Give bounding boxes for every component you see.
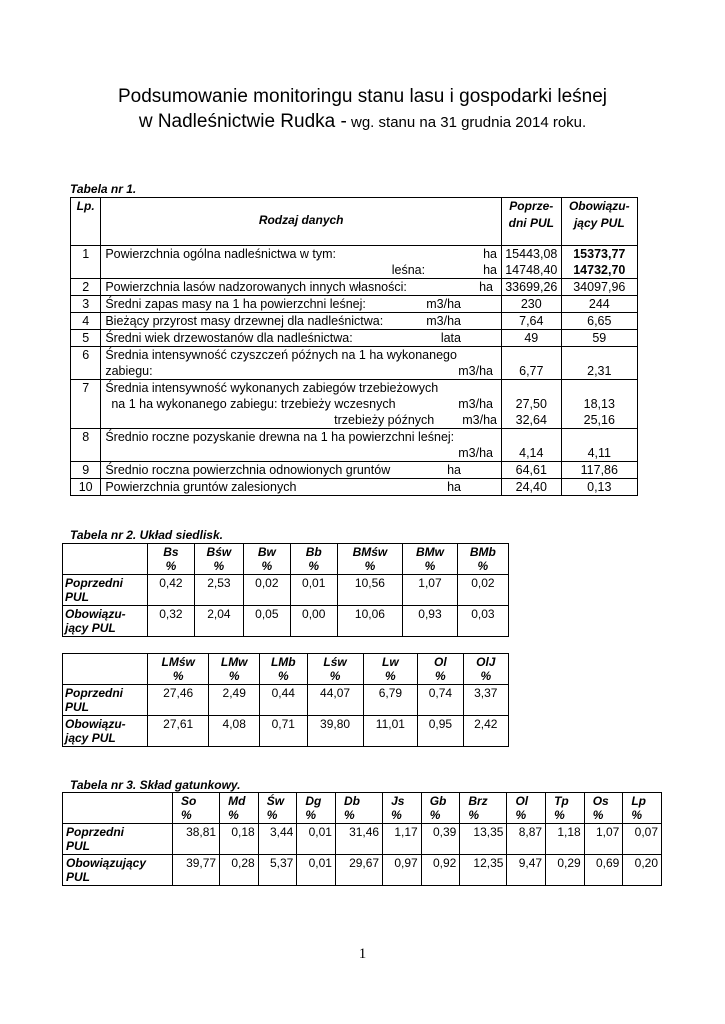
header-label: Lw <box>382 655 399 669</box>
header-label: BMw <box>415 545 444 559</box>
row-line <box>105 445 497 461</box>
table-row <box>71 479 638 496</box>
header-poprzedni <box>501 198 561 246</box>
table-cell: 8,87 <box>507 824 546 855</box>
row-text: Powierzchnia ogólna nadleśnictwa w tym: <box>105 247 336 261</box>
header-unit: % <box>477 559 489 573</box>
table-row <box>63 716 509 747</box>
header-label: So <box>181 794 197 808</box>
table-cell: 1,17 <box>383 824 422 855</box>
row-text: Powierzchnia lasów nadzorowanych innych własności: <box>105 280 407 294</box>
row-line <box>105 380 497 396</box>
table-cell: 10,56 <box>337 575 403 606</box>
table-cell: 38,81 <box>173 824 220 855</box>
table-cell: 10,06 <box>337 606 403 637</box>
row-text: leśna: <box>391 263 426 277</box>
cell-lp: 1 <box>71 246 101 279</box>
column-header <box>507 793 546 824</box>
header-unit: % <box>468 808 480 822</box>
table-cell: 39,77 <box>173 855 220 886</box>
table-cell: 0,05 <box>243 606 290 637</box>
table-row <box>71 347 638 380</box>
column-header <box>220 793 259 824</box>
cell-poprzedni <box>501 279 561 296</box>
header-unit: % <box>554 808 565 822</box>
cell-poprzedni <box>501 330 561 347</box>
cell-lp: 4 <box>71 313 101 330</box>
header-unit: % <box>305 808 317 822</box>
table-cell: 0,01 <box>290 575 337 606</box>
header-unit: % <box>213 559 225 573</box>
column-header <box>383 793 422 824</box>
table-2-part-1 <box>62 543 509 637</box>
row-text: na 1 ha wykonanego zabiegu: trzebieży wczesnych <box>111 397 396 411</box>
value: 2,31 <box>587 364 612 378</box>
table-cell: 0,02 <box>457 575 508 606</box>
table-cell: 27,46 <box>148 685 209 716</box>
row-header: Poprzedni PUL <box>63 575 148 606</box>
row-unit: m3/ha <box>426 314 461 328</box>
column-header <box>148 544 195 575</box>
cell-rodzaj <box>101 462 502 479</box>
table-cell: 0,02 <box>243 575 290 606</box>
table-2-part-2 <box>62 653 509 747</box>
table-cell: 6,79 <box>363 685 418 716</box>
table-cell: 0,03 <box>457 606 508 637</box>
row-line <box>105 296 497 312</box>
row-text: Średnio roczna powierzchnia odnowionych gruntów <box>105 463 391 477</box>
header-label: BMśw <box>352 545 388 559</box>
cell-poprzedni <box>501 429 561 462</box>
table-cell: 11,01 <box>363 716 418 747</box>
cell-lp: 8 <box>71 429 101 462</box>
table-row <box>71 462 638 479</box>
header-unit: % <box>631 808 642 822</box>
cell-poprzedni <box>501 462 561 479</box>
column-header <box>335 793 382 824</box>
table-row <box>71 313 638 330</box>
row-line <box>105 363 497 379</box>
header-rodzaj: Rodzaj danych <box>101 198 502 246</box>
cell-lp: 10 <box>71 479 101 496</box>
header-poprzedni-a: Poprze- <box>509 199 554 213</box>
cell-poprzedni <box>501 347 561 380</box>
table-cell: 0,20 <box>623 855 662 886</box>
column-header <box>258 793 297 824</box>
table-3 <box>62 792 662 886</box>
corner-cell <box>63 793 173 824</box>
header-label: Lśw <box>323 655 347 669</box>
value: 32,64 <box>515 413 547 427</box>
header-label: LMb <box>270 655 296 669</box>
header-unit: % <box>429 808 441 822</box>
corner-cell <box>63 654 148 685</box>
table-cell: 0,39 <box>421 824 460 855</box>
header-unit: % <box>277 669 289 683</box>
row-unit: m3/ha <box>458 364 493 378</box>
table-cell: 5,37 <box>258 855 297 886</box>
header-row <box>63 654 509 685</box>
value: 7,64 <box>519 314 544 328</box>
header-label: Bw <box>257 545 276 559</box>
cell-rodzaj <box>101 380 502 429</box>
table-row <box>63 575 509 606</box>
column-header <box>421 793 460 824</box>
header-row <box>63 793 662 824</box>
header-row <box>63 544 509 575</box>
header-unit: % <box>480 669 492 683</box>
cell-obowiazujacy <box>561 330 637 347</box>
column-header <box>623 793 662 824</box>
table-cell: 2,49 <box>209 685 260 716</box>
table-cell: 2,53 <box>194 575 243 606</box>
cell-poprzedni <box>501 313 561 330</box>
table-cell: 0,95 <box>418 716 463 747</box>
row-unit: ha <box>447 463 461 477</box>
table-row <box>63 606 509 637</box>
cell-obowiazujacy <box>561 429 637 462</box>
value: 15373,77 <box>573 247 626 261</box>
row-unit: m3/ha <box>462 413 497 427</box>
row-text: Średnio roczne pozyskanie drewna na 1 ha powierzchni leśnej: <box>105 430 455 444</box>
table-row <box>63 685 509 716</box>
column-header <box>403 544 458 575</box>
table-cell: 4,08 <box>209 716 260 747</box>
table-cell: 0,44 <box>260 685 307 716</box>
header-label: Tp <box>554 794 569 808</box>
value: 244 <box>588 297 610 311</box>
header-label: Św <box>266 794 285 808</box>
table-cell: 0,28 <box>220 855 259 886</box>
value: 14732,70 <box>573 263 626 277</box>
cell-poprzedni <box>501 479 561 496</box>
row-header: Poprzedni PUL <box>63 824 173 855</box>
corner-cell <box>63 544 148 575</box>
table-cell: 0,92 <box>421 855 460 886</box>
column-header <box>297 793 336 824</box>
table-cell: 0,29 <box>546 855 585 886</box>
header-obowiazujacy <box>561 198 637 246</box>
column-header <box>307 654 363 685</box>
table-cell: 12,35 <box>460 855 507 886</box>
cell-obowiazujacy <box>561 462 637 479</box>
table-row <box>71 296 638 313</box>
title-line-2 <box>0 109 725 135</box>
cell-obowiazujacy <box>561 313 637 330</box>
cell-poprzedni <box>501 380 561 429</box>
row-unit: ha <box>483 263 497 277</box>
header-label: Bb <box>305 545 322 559</box>
row-line <box>105 396 497 412</box>
table-cell: 0,01 <box>297 855 336 886</box>
header-poprzedni-b: dni PUL <box>508 216 554 230</box>
row-text: Powierzchnia gruntów zalesionych <box>105 480 297 494</box>
value: 49 <box>524 331 539 345</box>
table1-caption: Tabela nr 1. <box>70 182 137 196</box>
table3-caption: Tabela nr 3. Skład gatunkowy. <box>70 778 241 792</box>
table-row <box>71 429 638 462</box>
header-label: Os <box>592 794 609 808</box>
table-cell: 0,32 <box>148 606 195 637</box>
value: 0,13 <box>587 480 612 494</box>
column-header <box>260 654 307 685</box>
header-unit: % <box>228 808 239 822</box>
row-line <box>105 262 497 278</box>
table-cell: 0,97 <box>383 855 422 886</box>
value: 59 <box>592 331 607 345</box>
header-label: Ol <box>515 794 529 808</box>
value: 64,61 <box>515 463 547 477</box>
value: 25,16 <box>583 413 615 427</box>
row-line <box>105 412 497 428</box>
header-obowiazujacy-a: Obowiązu- <box>568 199 630 213</box>
cell-lp: 7 <box>71 380 101 429</box>
header-label: LMśw <box>161 655 195 669</box>
cell-obowiazujacy <box>561 246 637 279</box>
cell-obowiazujacy <box>561 479 637 496</box>
header-label: BMb <box>469 545 496 559</box>
table1-header-row <box>71 198 638 246</box>
column-header <box>460 793 507 824</box>
table-cell: 3,37 <box>463 685 508 716</box>
table-cell: 1,07 <box>584 824 623 855</box>
row-line <box>105 279 497 295</box>
value: 18,13 <box>583 397 615 411</box>
header-unit: % <box>172 669 184 683</box>
table-cell: 9,47 <box>507 855 546 886</box>
header-lp: Lp. <box>71 198 101 246</box>
table-cell: 0,00 <box>290 606 337 637</box>
table-cell: 31,46 <box>335 824 382 855</box>
title-line-2-date: wg. stanu na 31 grudnia 2014 roku. <box>346 114 587 131</box>
header-label: LMw <box>220 655 248 669</box>
value: 34097,96 <box>573 280 626 294</box>
header-label: Db <box>343 794 360 808</box>
cell-rodzaj <box>101 429 502 462</box>
document-title <box>0 84 725 135</box>
table-row <box>71 330 638 347</box>
page-number: 1 <box>358 946 367 962</box>
row-header: Obowiązu- jący PUL <box>63 716 148 747</box>
column-header <box>243 544 290 575</box>
row-line <box>105 462 497 478</box>
table-cell: 2,04 <box>194 606 243 637</box>
value: 4,14 <box>519 446 544 460</box>
column-header <box>194 544 243 575</box>
table-row <box>71 246 638 279</box>
header-unit: % <box>515 808 527 822</box>
title-line-2-main: w Nadleśnictwie Rudka - <box>138 111 347 132</box>
header-unit: % <box>165 559 177 573</box>
value: 33699,26 <box>505 280 558 294</box>
table-cell: 0,69 <box>584 855 623 886</box>
table-cell: 0,07 <box>623 824 662 855</box>
table-row <box>63 824 662 855</box>
column-header <box>363 654 418 685</box>
table-cell: 13,35 <box>460 824 507 855</box>
title-line-1: Podsumowanie monitoringu stanu lasu i gospodarki leśnej <box>117 86 607 107</box>
header-unit: % <box>329 669 341 683</box>
row-header: Obowiązu- jący PUL <box>63 606 148 637</box>
value: 230 <box>520 297 542 311</box>
value: 14748,40 <box>505 263 558 277</box>
cell-poprzedni <box>501 296 561 313</box>
header-unit: % <box>592 808 604 822</box>
row-unit: ha <box>479 280 493 294</box>
header-label: Bs <box>163 545 179 559</box>
row-text: Bieżący przyrost masy drzewnej dla nadleśnictwa: <box>105 314 384 328</box>
table-cell: 0,74 <box>418 685 463 716</box>
cell-lp: 9 <box>71 462 101 479</box>
column-header <box>584 793 623 824</box>
column-header <box>418 654 463 685</box>
header-label: Lp <box>631 794 646 808</box>
table-cell: 1,07 <box>403 575 458 606</box>
cell-poprzedni <box>501 246 561 279</box>
row-unit: ha <box>447 480 461 494</box>
value: 6,65 <box>587 314 612 328</box>
header-unit: % <box>261 559 273 573</box>
row-line <box>105 479 497 495</box>
cell-rodzaj <box>101 330 502 347</box>
table-cell: 0,71 <box>260 716 307 747</box>
header-unit: % <box>391 808 402 822</box>
header-label: Md <box>228 794 246 808</box>
header-unit: % <box>364 559 376 573</box>
header-unit: % <box>385 669 396 683</box>
table-cell: 1,18 <box>546 824 585 855</box>
column-header <box>457 544 508 575</box>
header-unit: % <box>266 808 278 822</box>
row-line <box>105 429 497 445</box>
row-text: trzebieży późnych <box>334 413 435 427</box>
table-cell: 0,42 <box>148 575 195 606</box>
cell-rodzaj <box>101 479 502 496</box>
cell-lp: 5 <box>71 330 101 347</box>
value: 4,11 <box>587 446 611 460</box>
table-cell: 44,07 <box>307 685 363 716</box>
column-header <box>148 654 209 685</box>
row-text: Średni zapas masy na 1 ha powierzchni leśnej: <box>105 297 366 311</box>
header-label: Gb <box>429 794 447 808</box>
header-unit: % <box>435 669 446 683</box>
row-text: zabiegu: <box>105 364 153 378</box>
table-cell: 29,67 <box>335 855 382 886</box>
table-cell: 0,01 <box>297 824 336 855</box>
value: 24,40 <box>515 480 547 494</box>
row-unit: m3/ha <box>458 397 493 411</box>
table-cell: 27,61 <box>148 716 209 747</box>
table-cell: 3,44 <box>258 824 297 855</box>
table-cell: 39,80 <box>307 716 363 747</box>
table-cell: 0,18 <box>220 824 259 855</box>
column-header <box>337 544 403 575</box>
cell-rodzaj <box>101 296 502 313</box>
header-label: Ol <box>434 655 447 669</box>
row-unit: m3/ha <box>426 297 461 311</box>
header-unit: % <box>424 559 436 573</box>
table2-caption: Tabela nr 2. Układ siedlisk. <box>70 528 223 542</box>
row-header: Poprzedni PUL <box>63 685 148 716</box>
row-line <box>105 313 497 329</box>
table-row <box>71 380 638 429</box>
header-label: Bśw <box>206 545 232 559</box>
header-unit: % <box>181 808 192 822</box>
row-text: Średnia intensywność wykonanych zabiegów trzebieżowych <box>105 381 439 395</box>
header-label: Js <box>391 794 405 808</box>
table-cell: 2,42 <box>463 716 508 747</box>
row-line <box>105 246 497 262</box>
header-unit: % <box>308 559 320 573</box>
cell-lp: 6 <box>71 347 101 380</box>
row-unit: m3/ha <box>458 446 493 460</box>
row-unit: ha <box>483 247 497 261</box>
value: 6,77 <box>519 364 544 378</box>
table-1 <box>70 197 638 496</box>
cell-rodzaj <box>101 279 502 296</box>
header-unit: % <box>343 808 355 822</box>
table-row <box>71 279 638 296</box>
cell-lp: 3 <box>71 296 101 313</box>
table-row <box>63 855 662 886</box>
cell-rodzaj <box>101 313 502 330</box>
cell-lp: 2 <box>71 279 101 296</box>
header-obowiazujacy-b: jący PUL <box>573 216 625 230</box>
row-header: Obowiązujący PUL <box>63 855 173 886</box>
column-header <box>463 654 508 685</box>
header-unit: % <box>228 669 240 683</box>
header-label: Brz <box>468 794 488 808</box>
cell-obowiazujacy <box>561 380 637 429</box>
value: 27,50 <box>515 397 547 411</box>
table-cell: 0,93 <box>403 606 458 637</box>
row-text: Średnia intensywność czyszczeń późnych na 1 ha wykonanego <box>105 348 457 362</box>
row-text: Średni wiek drzewostanów dla nadleśnictwa: <box>105 331 353 345</box>
cell-rodzaj <box>101 246 502 279</box>
row-unit: lata <box>440 331 461 345</box>
cell-obowiazujacy <box>561 279 637 296</box>
value: 15443,08 <box>505 247 558 261</box>
cell-rodzaj <box>101 347 502 380</box>
header-label: Dg <box>305 794 322 808</box>
column-header <box>173 793 220 824</box>
column-header <box>290 544 337 575</box>
header-label: OlJ <box>476 655 496 669</box>
row-line <box>105 330 497 346</box>
cell-obowiazujacy <box>561 347 637 380</box>
value: 117,86 <box>580 463 618 477</box>
column-header <box>209 654 260 685</box>
column-header <box>546 793 585 824</box>
cell-obowiazujacy <box>561 296 637 313</box>
row-line <box>105 347 497 363</box>
